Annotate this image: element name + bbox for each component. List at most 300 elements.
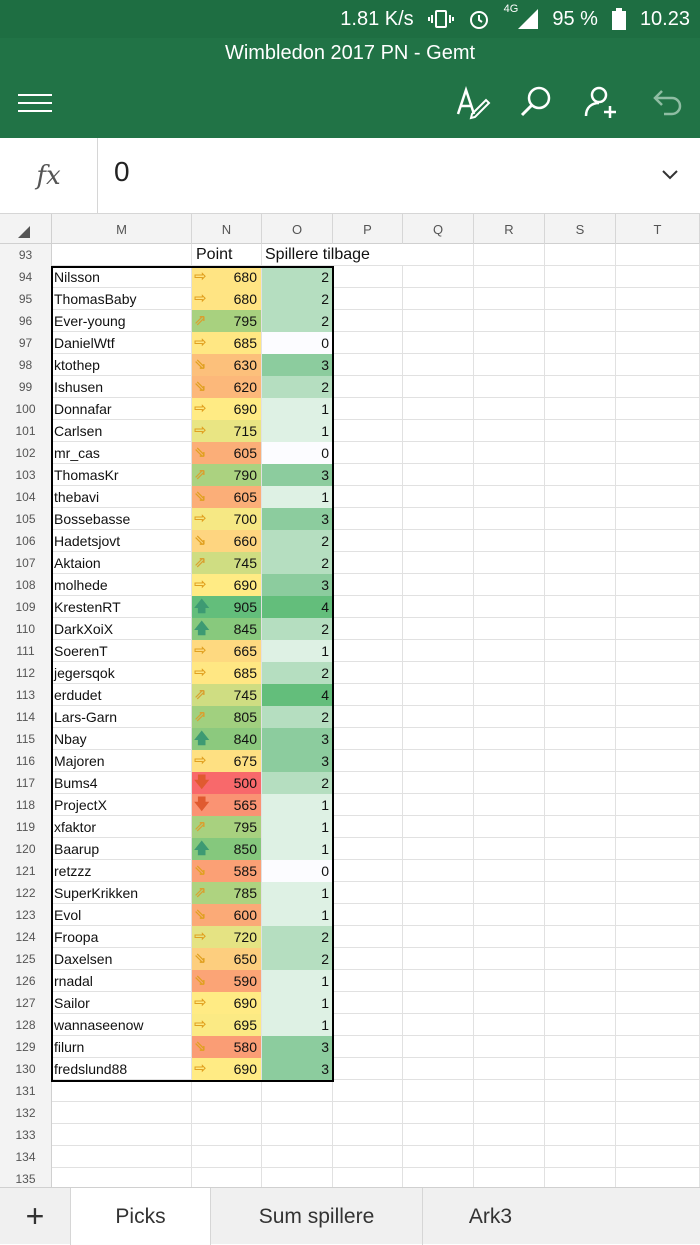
- edit-icon[interactable]: [452, 82, 492, 122]
- row-number[interactable]: 106: [0, 530, 52, 552]
- players-left-cell[interactable]: 2: [262, 530, 333, 552]
- search-icon[interactable]: [516, 82, 556, 122]
- cell[interactable]: [403, 508, 474, 530]
- row-number[interactable]: 99: [0, 376, 52, 398]
- player-name-cell[interactable]: wannaseenow: [52, 1014, 192, 1036]
- cell[interactable]: [474, 266, 545, 288]
- cell[interactable]: [616, 508, 700, 530]
- cell[interactable]: [474, 706, 545, 728]
- cell[interactable]: [545, 948, 616, 970]
- cell[interactable]: [333, 332, 403, 354]
- spillere-header[interactable]: Spillere tilbage: [265, 246, 370, 263]
- row-number[interactable]: 131: [0, 1080, 52, 1102]
- cell[interactable]: [192, 1124, 262, 1146]
- cell[interactable]: [403, 398, 474, 420]
- row-number[interactable]: 103: [0, 464, 52, 486]
- cell[interactable]: [545, 794, 616, 816]
- cell[interactable]: [474, 596, 545, 618]
- cell[interactable]: [403, 574, 474, 596]
- cell[interactable]: [616, 816, 700, 838]
- cell[interactable]: [616, 794, 700, 816]
- cell[interactable]: [474, 750, 545, 772]
- player-name-cell[interactable]: Bossebasse: [52, 508, 192, 530]
- points-cell[interactable]: [192, 860, 262, 882]
- cell[interactable]: [616, 1036, 700, 1058]
- cell[interactable]: [474, 530, 545, 552]
- cell[interactable]: [616, 574, 700, 596]
- players-left-cell[interactable]: 2: [262, 662, 333, 684]
- points-cell[interactable]: [192, 772, 262, 794]
- cell[interactable]: [192, 1102, 262, 1124]
- cell[interactable]: [474, 618, 545, 640]
- row-number[interactable]: 104: [0, 486, 52, 508]
- points-cell[interactable]: [192, 904, 262, 926]
- points-cell[interactable]: [192, 948, 262, 970]
- cell[interactable]: [52, 1124, 192, 1146]
- cell[interactable]: [403, 1058, 474, 1080]
- row-number[interactable]: 127: [0, 992, 52, 1014]
- cell[interactable]: [403, 376, 474, 398]
- cell[interactable]: [616, 332, 700, 354]
- cell[interactable]: [262, 1168, 333, 1187]
- cell[interactable]: [616, 376, 700, 398]
- players-left-cell[interactable]: 4: [262, 596, 333, 618]
- cell[interactable]: [333, 1058, 403, 1080]
- row-number[interactable]: 134: [0, 1146, 52, 1168]
- cell[interactable]: [474, 552, 545, 574]
- player-name-cell[interactable]: molhede: [52, 574, 192, 596]
- player-name-cell[interactable]: Ever-young: [52, 310, 192, 332]
- cell[interactable]: [616, 948, 700, 970]
- player-name-cell[interactable]: fredslund88: [52, 1058, 192, 1080]
- cell[interactable]: [333, 530, 403, 552]
- points-cell[interactable]: [192, 310, 262, 332]
- cell[interactable]: [333, 288, 403, 310]
- player-name-cell[interactable]: Donnafar: [52, 398, 192, 420]
- tab-ark3[interactable]: Ark3: [422, 1188, 558, 1245]
- cell[interactable]: [545, 266, 616, 288]
- chevron-down-icon[interactable]: [660, 164, 680, 184]
- row-number[interactable]: 112: [0, 662, 52, 684]
- cell[interactable]: [545, 244, 616, 266]
- add-sheet-button[interactable]: +: [25, 1198, 45, 1234]
- players-left-cell[interactable]: 1: [262, 992, 333, 1014]
- points-cell[interactable]: [192, 816, 262, 838]
- row-number[interactable]: 111: [0, 640, 52, 662]
- players-left-cell[interactable]: 3: [262, 1058, 333, 1080]
- cell[interactable]: [474, 904, 545, 926]
- player-name-cell[interactable]: xfaktor: [52, 816, 192, 838]
- cell[interactable]: [545, 992, 616, 1014]
- player-name-cell[interactable]: retzzz: [52, 860, 192, 882]
- row-number[interactable]: 125: [0, 948, 52, 970]
- cell[interactable]: [545, 552, 616, 574]
- cell[interactable]: [403, 904, 474, 926]
- cell[interactable]: [474, 838, 545, 860]
- row-number[interactable]: 98: [0, 354, 52, 376]
- cell[interactable]: [616, 838, 700, 860]
- cell[interactable]: [333, 1014, 403, 1036]
- cell[interactable]: [403, 750, 474, 772]
- cell[interactable]: [545, 728, 616, 750]
- row-number[interactable]: 114: [0, 706, 52, 728]
- cell[interactable]: [474, 970, 545, 992]
- cell[interactable]: [333, 618, 403, 640]
- cell[interactable]: [403, 1146, 474, 1168]
- player-name-cell[interactable]: jegersqok: [52, 662, 192, 684]
- cell[interactable]: [403, 530, 474, 552]
- cell[interactable]: [403, 618, 474, 640]
- cell[interactable]: [474, 772, 545, 794]
- players-left-cell[interactable]: 2: [262, 266, 333, 288]
- share-person-icon[interactable]: [582, 82, 622, 122]
- cell[interactable]: [403, 1014, 474, 1036]
- players-left-cell[interactable]: 1: [262, 970, 333, 992]
- player-name-cell[interactable]: KrestenRT: [52, 596, 192, 618]
- player-name-cell[interactable]: ThomasKr: [52, 464, 192, 486]
- player-name-cell[interactable]: Hadetsjovt: [52, 530, 192, 552]
- function-icon[interactable]: fx: [0, 138, 98, 214]
- row-number[interactable]: 124: [0, 926, 52, 948]
- cell[interactable]: [333, 442, 403, 464]
- cell[interactable]: [474, 288, 545, 310]
- cell[interactable]: [616, 354, 700, 376]
- cell[interactable]: [333, 706, 403, 728]
- cell[interactable]: [474, 442, 545, 464]
- cell[interactable]: [333, 838, 403, 860]
- cell[interactable]: [545, 1146, 616, 1168]
- cell[interactable]: [333, 1146, 403, 1168]
- player-name-cell[interactable]: mr_cas: [52, 442, 192, 464]
- cell[interactable]: [545, 618, 616, 640]
- cell[interactable]: [403, 662, 474, 684]
- cell[interactable]: [616, 904, 700, 926]
- cell[interactable]: [333, 310, 403, 332]
- cell[interactable]: [545, 882, 616, 904]
- cell[interactable]: [616, 1014, 700, 1036]
- row-number[interactable]: 102: [0, 442, 52, 464]
- players-left-cell[interactable]: 2: [262, 376, 333, 398]
- cell[interactable]: [333, 508, 403, 530]
- column-header-n[interactable]: N: [192, 214, 262, 244]
- players-left-cell[interactable]: 2: [262, 948, 333, 970]
- points-cell[interactable]: [192, 750, 262, 772]
- cell[interactable]: [474, 1146, 545, 1168]
- cell[interactable]: [333, 684, 403, 706]
- row-number[interactable]: 97: [0, 332, 52, 354]
- player-name-cell[interactable]: Daxelsen: [52, 948, 192, 970]
- cell[interactable]: [474, 684, 545, 706]
- cell[interactable]: [333, 992, 403, 1014]
- player-name-cell[interactable]: Lars-Garn: [52, 706, 192, 728]
- cell[interactable]: [616, 1124, 700, 1146]
- points-cell[interactable]: [192, 882, 262, 904]
- points-cell[interactable]: [192, 288, 262, 310]
- player-name-cell[interactable]: ktothep: [52, 354, 192, 376]
- cell[interactable]: [545, 684, 616, 706]
- cell[interactable]: [616, 640, 700, 662]
- players-left-cell[interactable]: 2: [262, 618, 333, 640]
- cell[interactable]: [333, 1168, 403, 1187]
- cell[interactable]: [545, 530, 616, 552]
- select-all-corner[interactable]: [0, 214, 52, 244]
- player-name-cell[interactable]: Majoren: [52, 750, 192, 772]
- players-left-cell[interactable]: 1: [262, 794, 333, 816]
- points-cell[interactable]: [192, 376, 262, 398]
- cell[interactable]: [403, 552, 474, 574]
- cell[interactable]: [545, 860, 616, 882]
- player-name-cell[interactable]: erdudet: [52, 684, 192, 706]
- cell[interactable]: [545, 1036, 616, 1058]
- cell[interactable]: [545, 1014, 616, 1036]
- undo-icon[interactable]: [646, 82, 686, 122]
- cell[interactable]: [403, 1168, 474, 1187]
- cell[interactable]: [262, 1124, 333, 1146]
- players-left-cell[interactable]: 1: [262, 486, 333, 508]
- column-header-p[interactable]: P: [333, 214, 403, 244]
- player-name-cell[interactable]: ThomasBaby: [52, 288, 192, 310]
- cell[interactable]: [545, 464, 616, 486]
- cell[interactable]: [474, 816, 545, 838]
- cell[interactable]: [403, 948, 474, 970]
- points-cell[interactable]: [192, 1014, 262, 1036]
- points-cell[interactable]: [192, 354, 262, 376]
- cell[interactable]: [616, 1080, 700, 1102]
- row-number[interactable]: 93: [0, 244, 52, 266]
- cell[interactable]: [616, 684, 700, 706]
- cell[interactable]: [545, 1102, 616, 1124]
- cell[interactable]: [403, 772, 474, 794]
- cell[interactable]: [403, 816, 474, 838]
- row-number[interactable]: 118: [0, 794, 52, 816]
- points-cell[interactable]: [192, 838, 262, 860]
- players-left-cell[interactable]: 0: [262, 442, 333, 464]
- cell[interactable]: [545, 706, 616, 728]
- cell[interactable]: [545, 838, 616, 860]
- cell[interactable]: [616, 486, 700, 508]
- cell[interactable]: [474, 244, 545, 266]
- row-number[interactable]: 108: [0, 574, 52, 596]
- row-number[interactable]: 130: [0, 1058, 52, 1080]
- cell[interactable]: [192, 1080, 262, 1102]
- cell[interactable]: [403, 684, 474, 706]
- cell[interactable]: [333, 1080, 403, 1102]
- cell[interactable]: [474, 640, 545, 662]
- cell[interactable]: [616, 860, 700, 882]
- cell[interactable]: [403, 288, 474, 310]
- cell[interactable]: [474, 1124, 545, 1146]
- players-left-cell[interactable]: 1: [262, 640, 333, 662]
- cell[interactable]: [333, 794, 403, 816]
- row-number[interactable]: 110: [0, 618, 52, 640]
- cell[interactable]: [333, 926, 403, 948]
- player-name-cell[interactable]: Bums4: [52, 772, 192, 794]
- cell[interactable]: [616, 552, 700, 574]
- cell[interactable]: [545, 926, 616, 948]
- cell[interactable]: [403, 1036, 474, 1058]
- players-left-cell[interactable]: 2: [262, 926, 333, 948]
- cell[interactable]: [403, 464, 474, 486]
- cell[interactable]: [474, 508, 545, 530]
- cell[interactable]: [333, 574, 403, 596]
- cell[interactable]: [333, 398, 403, 420]
- cell[interactable]: [616, 442, 700, 464]
- cell[interactable]: [333, 750, 403, 772]
- cell[interactable]: [616, 618, 700, 640]
- player-name-cell[interactable]: Aktaion: [52, 552, 192, 574]
- cell[interactable]: [403, 794, 474, 816]
- cell[interactable]: [403, 332, 474, 354]
- players-left-cell[interactable]: 2: [262, 288, 333, 310]
- cell[interactable]: [474, 1168, 545, 1187]
- row-number[interactable]: 116: [0, 750, 52, 772]
- cell[interactable]: [474, 310, 545, 332]
- cell[interactable]: [333, 354, 403, 376]
- cell[interactable]: [333, 882, 403, 904]
- cell[interactable]: [403, 706, 474, 728]
- cell[interactable]: [545, 662, 616, 684]
- players-left-cell[interactable]: 3: [262, 354, 333, 376]
- cell[interactable]: [52, 244, 192, 266]
- points-cell[interactable]: [192, 442, 262, 464]
- cell[interactable]: [474, 1102, 545, 1124]
- cell[interactable]: [333, 266, 403, 288]
- cell[interactable]: [545, 442, 616, 464]
- cell[interactable]: [616, 1146, 700, 1168]
- players-left-cell[interactable]: 1: [262, 398, 333, 420]
- cell[interactable]: [474, 574, 545, 596]
- cell[interactable]: [545, 288, 616, 310]
- cell[interactable]: [545, 574, 616, 596]
- cell[interactable]: [403, 1102, 474, 1124]
- cell[interactable]: [333, 816, 403, 838]
- cell[interactable]: [262, 1146, 333, 1168]
- player-name-cell[interactable]: thebavi: [52, 486, 192, 508]
- row-number[interactable]: 115: [0, 728, 52, 750]
- player-name-cell[interactable]: Ishusen: [52, 376, 192, 398]
- row-number[interactable]: 101: [0, 420, 52, 442]
- player-name-cell[interactable]: Carlsen: [52, 420, 192, 442]
- cell[interactable]: [474, 1036, 545, 1058]
- player-name-cell[interactable]: Froopa: [52, 926, 192, 948]
- players-left-cell[interactable]: 4: [262, 684, 333, 706]
- column-header-r[interactable]: R: [474, 214, 545, 244]
- player-name-cell[interactable]: DarkXoiX: [52, 618, 192, 640]
- player-name-cell[interactable]: Nilsson: [52, 266, 192, 288]
- cell[interactable]: [545, 486, 616, 508]
- row-number[interactable]: 128: [0, 1014, 52, 1036]
- cell[interactable]: [616, 310, 700, 332]
- players-left-cell[interactable]: 3: [262, 728, 333, 750]
- cell[interactable]: [474, 332, 545, 354]
- cell[interactable]: [403, 1124, 474, 1146]
- cell[interactable]: [474, 1058, 545, 1080]
- cell[interactable]: [474, 860, 545, 882]
- cell[interactable]: [474, 464, 545, 486]
- players-left-cell[interactable]: 2: [262, 310, 333, 332]
- points-cell[interactable]: [192, 706, 262, 728]
- cell[interactable]: [262, 1102, 333, 1124]
- cell[interactable]: [616, 398, 700, 420]
- cell[interactable]: [333, 376, 403, 398]
- cell[interactable]: [545, 1080, 616, 1102]
- player-name-cell[interactable]: filurn: [52, 1036, 192, 1058]
- cell[interactable]: [545, 640, 616, 662]
- cell[interactable]: [474, 794, 545, 816]
- row-number[interactable]: 119: [0, 816, 52, 838]
- cell[interactable]: [545, 772, 616, 794]
- player-name-cell[interactable]: ProjectX: [52, 794, 192, 816]
- points-cell[interactable]: [192, 464, 262, 486]
- cell[interactable]: [333, 904, 403, 926]
- cell[interactable]: [403, 1080, 474, 1102]
- player-name-cell[interactable]: Evol: [52, 904, 192, 926]
- cell[interactable]: [545, 596, 616, 618]
- players-left-cell[interactable]: 1: [262, 816, 333, 838]
- row-number[interactable]: 100: [0, 398, 52, 420]
- cell[interactable]: [403, 838, 474, 860]
- cell[interactable]: [474, 728, 545, 750]
- cell[interactable]: [474, 354, 545, 376]
- row-number[interactable]: 117: [0, 772, 52, 794]
- cell[interactable]: [403, 596, 474, 618]
- cell[interactable]: [474, 882, 545, 904]
- player-name-cell[interactable]: Nbay: [52, 728, 192, 750]
- row-number[interactable]: 121: [0, 860, 52, 882]
- players-left-cell[interactable]: 2: [262, 706, 333, 728]
- cell[interactable]: [333, 662, 403, 684]
- points-cell[interactable]: [192, 1058, 262, 1080]
- cell[interactable]: [192, 1168, 262, 1187]
- cell[interactable]: [333, 948, 403, 970]
- cell[interactable]: [403, 442, 474, 464]
- cell[interactable]: [545, 1058, 616, 1080]
- cell[interactable]: [403, 992, 474, 1014]
- row-number[interactable]: 123: [0, 904, 52, 926]
- cell[interactable]: [52, 1146, 192, 1168]
- row-number[interactable]: 135: [0, 1168, 52, 1187]
- points-cell[interactable]: [192, 552, 262, 574]
- cell[interactable]: [474, 1080, 545, 1102]
- players-left-cell[interactable]: 1: [262, 1014, 333, 1036]
- cell[interactable]: [616, 970, 700, 992]
- cell[interactable]: [403, 244, 474, 266]
- row-number[interactable]: 133: [0, 1124, 52, 1146]
- row-number[interactable]: 109: [0, 596, 52, 618]
- cell[interactable]: [403, 860, 474, 882]
- player-name-cell[interactable]: rnadal: [52, 970, 192, 992]
- column-header-q[interactable]: Q: [403, 214, 474, 244]
- cell[interactable]: [616, 288, 700, 310]
- points-cell[interactable]: [192, 662, 262, 684]
- cell[interactable]: [403, 420, 474, 442]
- cell[interactable]: [616, 750, 700, 772]
- cell[interactable]: [333, 596, 403, 618]
- cell[interactable]: [616, 1058, 700, 1080]
- players-left-cell[interactable]: 1: [262, 420, 333, 442]
- points-cell[interactable]: [192, 728, 262, 750]
- players-left-cell[interactable]: 0: [262, 332, 333, 354]
- points-cell[interactable]: [192, 926, 262, 948]
- cell[interactable]: [616, 1102, 700, 1124]
- points-cell[interactable]: [192, 618, 262, 640]
- row-number[interactable]: 126: [0, 970, 52, 992]
- cell[interactable]: [403, 640, 474, 662]
- points-cell[interactable]: [192, 794, 262, 816]
- cell[interactable]: [403, 310, 474, 332]
- points-cell[interactable]: [192, 266, 262, 288]
- players-left-cell[interactable]: 3: [262, 574, 333, 596]
